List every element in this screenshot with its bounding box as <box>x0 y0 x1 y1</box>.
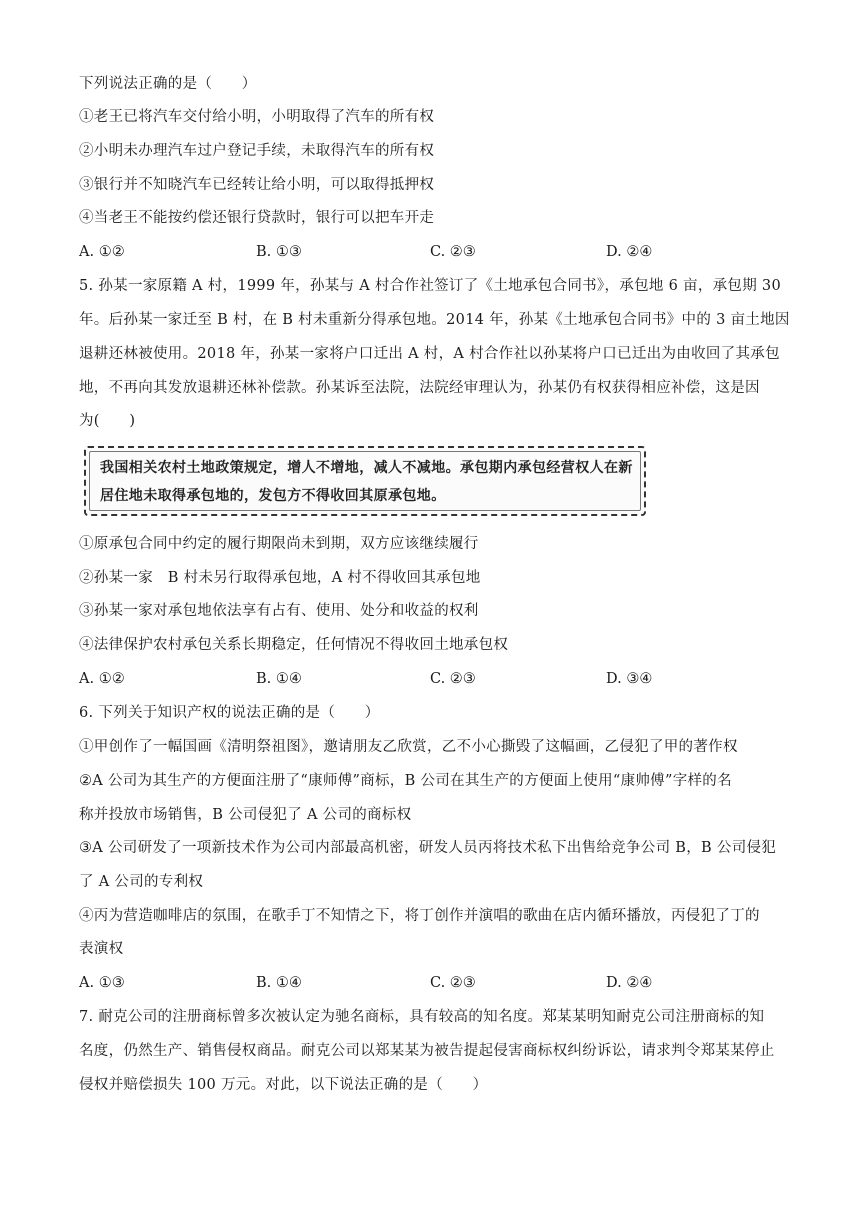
q4-option-a: A. ①② <box>79 244 125 260</box>
q6-line-5: 了 A 公司的专利权 <box>79 874 204 890</box>
q6-option-c: C. ②③ <box>430 975 476 991</box>
q6-line-2: ②A 公司为其生产的方便面注册了“康师傅”商标，B 公司在其生产的方便面上使用“康帅傅”字样的名 <box>79 773 732 789</box>
q5-option-a: A. ①② <box>79 671 125 687</box>
q6-line-7: 表演权 <box>79 941 124 957</box>
policy-quote-line-1: 我国相关农村土地政策规定，增人不增地，减人不减地。承包期内承包经营权人在新 <box>100 460 633 476</box>
q5-item-1: ①原承包合同中约定的履行期限尚未到期，双方应该继续履行 <box>79 536 479 552</box>
q4-item-4: ④当老王不能按约偿还银行贷款时，银行可以把车开走 <box>79 210 435 226</box>
q5-stem-line-5: 为( ) <box>79 413 136 429</box>
q6-line-3: 称并投放市场销售，B 公司侵犯了 A 公司的商标权 <box>79 807 412 823</box>
q4-item-3: ③银行并不知晓汽车已经转让给小明，可以取得抵押权 <box>79 177 435 193</box>
q5-stem-line-3: 退耕还林被使用。2018 年，孙某一家将户口迁出 A 村，A 村合作社以孙某将户口已迁出为由收回了其承包 <box>79 346 780 362</box>
q6-stem: 6. 下列关于知识产权的说法正确的是（ ） <box>79 705 380 721</box>
q5-item-2: ②孙某一家 B 村未另行取得承包地，A 村不得收回其承包地 <box>79 570 481 586</box>
q5-stem-line-4: 地，不再向其发放退耕还林补偿款。孙某诉至法院，法院经审理认为，孙某仍有权获得相应补偿，这是因 <box>79 380 760 396</box>
q4-option-b: B. ①③ <box>256 244 302 260</box>
q6-line-4: ③A 公司研发了一项新技术作为公司内部最高机密，研发人员丙将技术私下出售给竞争公司 B，B 公司侵犯 <box>79 840 777 856</box>
policy-quote-line-2: 居住地未取得承包地的，发包方不得收回其原承包地。 <box>100 488 446 504</box>
q6-option-a: A. ①③ <box>79 975 125 991</box>
q4-option-c: C. ②③ <box>430 244 476 260</box>
q4-option-d: D. ②④ <box>606 244 653 260</box>
q6-line-1: ①甲创作了一幅国画《清明祭祖图》，邀请朋友乙欣赏，乙不小心撕毁了这幅画，乙侵犯了甲的著作权 <box>79 739 738 755</box>
policy-quote-box <box>84 446 646 516</box>
q4-item-2: ②小明未办理汽车过户登记手续，未取得汽车的所有权 <box>79 143 435 159</box>
q7-stem-line-2: 名度，仍然生产、销售侵权商品。耐克公司以郑某某为被告提起侵害商标权纠纷诉讼，请求判令郑某某停止 <box>79 1043 775 1059</box>
q5-stem-line-1: 5. 孙某一家原籍 A 村，1999 年，孙某与 A 村合作社签订了《土地承包合同书》，承包地 6 亩，承包期 30 <box>79 278 781 294</box>
q4-stem: 下列说法正确的是（ ） <box>79 76 257 92</box>
q7-stem-line-1: 7. 耐克公司的注册商标曾多次被认定为驰名商标，具有较高的知名度。郑某某明知耐克公司注册商标的知 <box>79 1009 765 1025</box>
q6-line-6: ④丙为营造咖啡店的氛围，在歌手丁不知情之下，将丁创作并演唱的歌曲在店内循环播放，丙侵犯了丁的 <box>79 908 760 924</box>
q7-stem-line-3: 侵权并赔偿损失 100 万元。对此，以下说法正确的是（ ） <box>79 1077 488 1093</box>
q6-option-d: D. ②④ <box>606 975 653 991</box>
q6-option-b: B. ①④ <box>256 975 302 991</box>
q5-item-4: ④法律保护农村承包关系长期稳定，任何情况不得收回土地承包权 <box>79 637 509 653</box>
q4-item-1: ①老王已将汽车交付给小明，小明取得了汽车的所有权 <box>79 109 435 125</box>
q5-option-c: C. ②③ <box>430 671 476 687</box>
q5-stem-line-2: 年。后孙某一家迁至 B 村，在 B 村未重新分得承包地。2014 年，孙某《土地承包合同书》中的 3 亩土地因 <box>79 312 790 328</box>
q5-item-3: ③孙某一家对承包地依法享有占有、使用、处分和收益的权利 <box>79 603 479 619</box>
q5-option-b: B. ①④ <box>256 671 302 687</box>
q5-option-d: D. ③④ <box>606 671 653 687</box>
